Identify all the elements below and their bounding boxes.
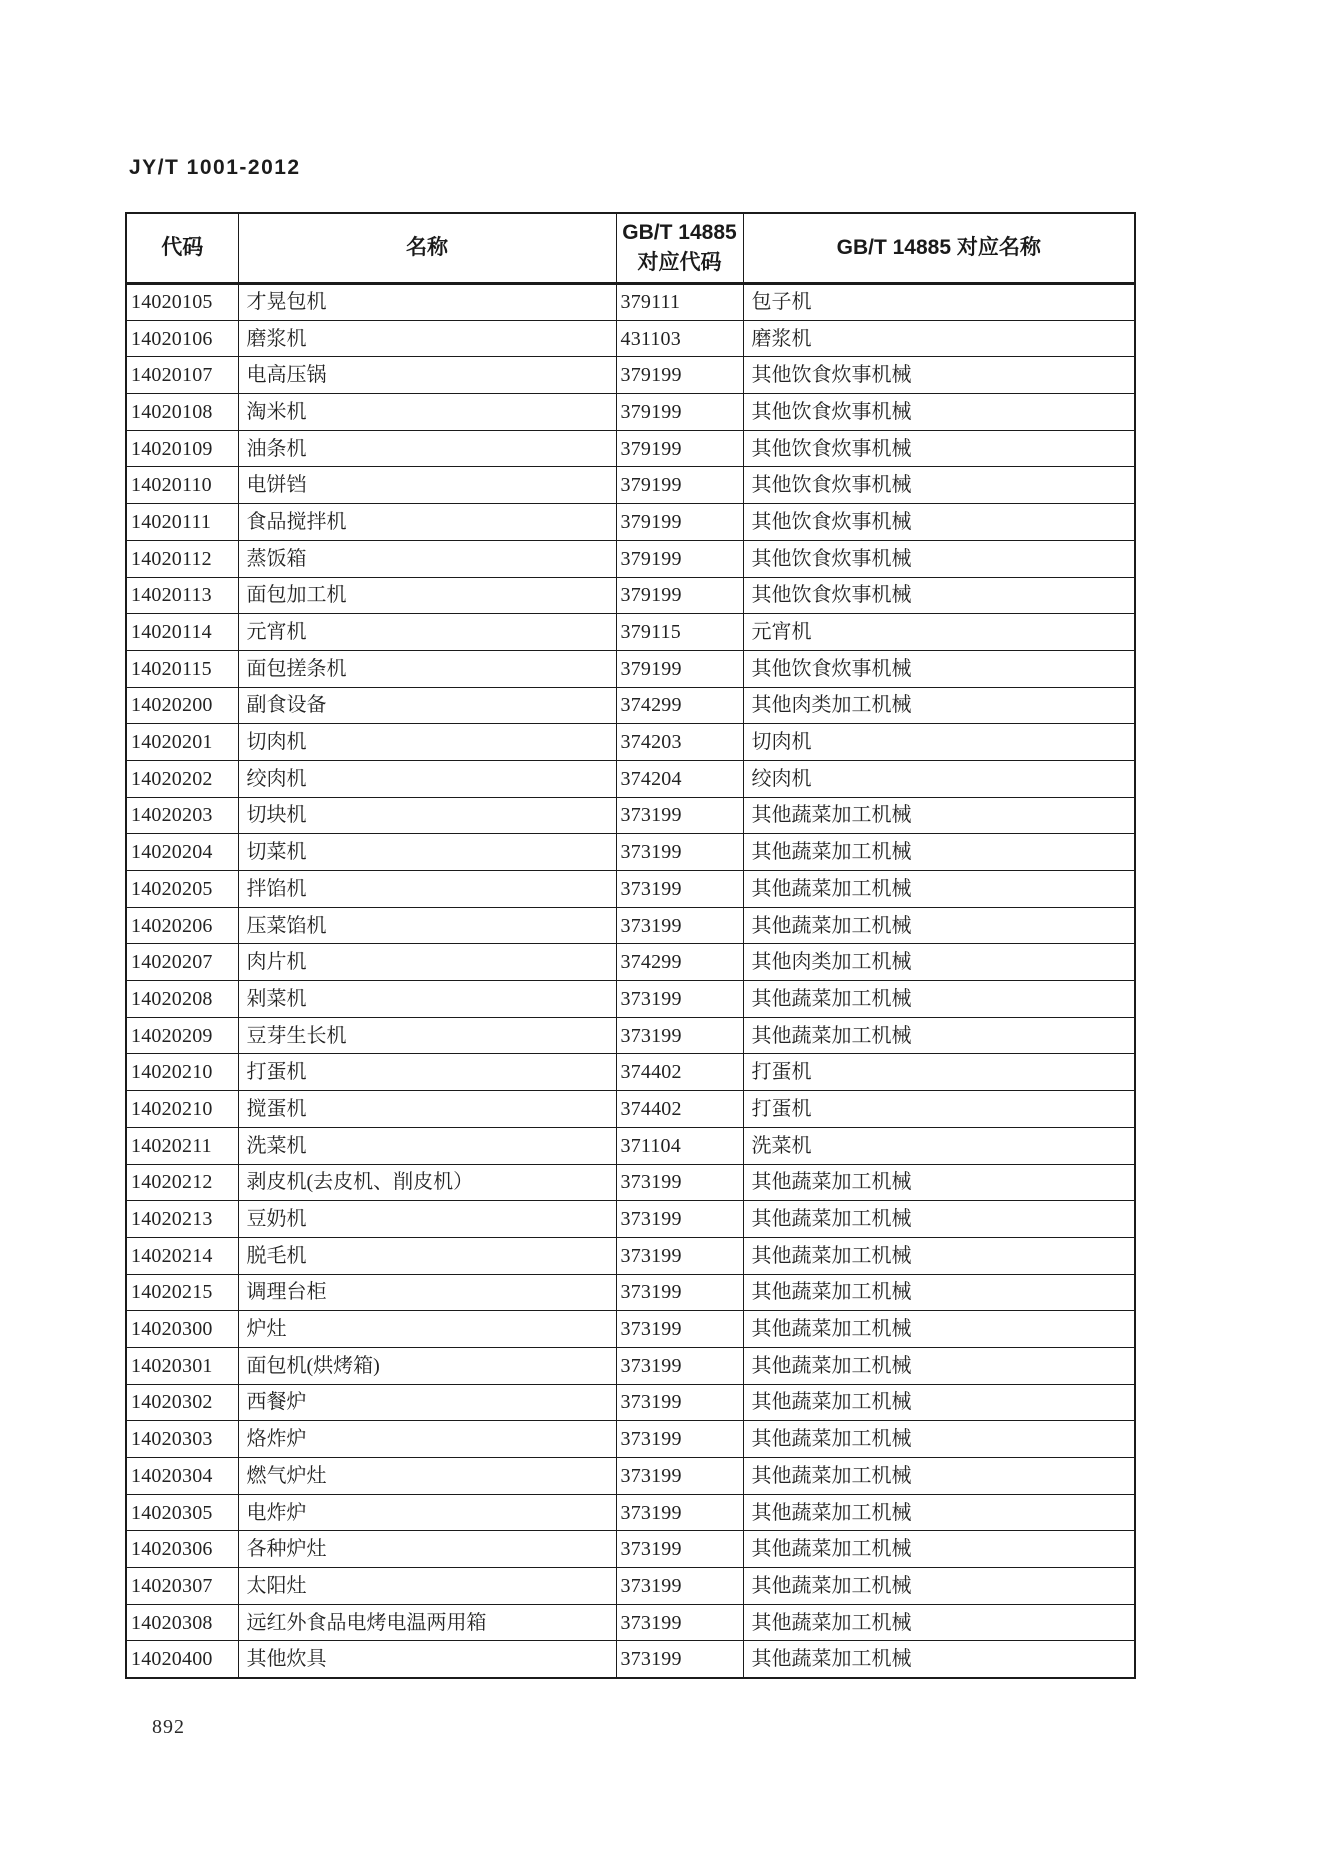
header-name	[238, 213, 616, 284]
table-row	[126, 284, 1135, 321]
cell-gbt-name: 其他蔬菜加工机械	[743, 1458, 1135, 1495]
cell-name: 豆芽生长机	[238, 1017, 616, 1054]
cell-gbt-name: 打蛋机	[743, 1054, 1135, 1091]
table-row	[126, 650, 1135, 687]
table-row	[126, 577, 1135, 614]
cell-gbt-code: 373199	[616, 871, 743, 908]
cell-gbt-code: 374402	[616, 1091, 743, 1128]
cell-name: 肉片机	[238, 944, 616, 981]
cell-gbt-name: 绞肉机	[743, 760, 1135, 797]
cell-code: 14020108	[126, 394, 238, 431]
table-row	[126, 1017, 1135, 1054]
cell-name: 燃气炉灶	[238, 1458, 616, 1495]
cell-gbt-code: 373199	[616, 1237, 743, 1274]
table-row	[126, 1127, 1135, 1164]
table-row	[126, 430, 1135, 467]
cell-gbt-name: 其他蔬菜加工机械	[743, 1347, 1135, 1384]
cell-code: 14020115	[126, 650, 238, 687]
cell-gbt-code: 373199	[616, 1641, 743, 1678]
cell-name: 切肉机	[238, 724, 616, 761]
cell-gbt-name: 其他蔬菜加工机械	[743, 834, 1135, 871]
cell-gbt-code: 373199	[616, 1421, 743, 1458]
cell-gbt-name: 打蛋机	[743, 1091, 1135, 1128]
table-row	[126, 1091, 1135, 1128]
cell-code: 14020303	[126, 1421, 238, 1458]
table-row	[126, 1384, 1135, 1421]
table-row	[126, 1641, 1135, 1678]
table-row	[126, 871, 1135, 908]
cell-gbt-code: 374203	[616, 724, 743, 761]
cell-gbt-code: 379199	[616, 577, 743, 614]
cell-code: 14020302	[126, 1384, 238, 1421]
cell-gbt-name: 其他蔬菜加工机械	[743, 1311, 1135, 1348]
cell-code: 14020307	[126, 1568, 238, 1605]
cell-name: 烙炸炉	[238, 1421, 616, 1458]
cell-code: 14020305	[126, 1494, 238, 1531]
cell-gbt-code: 373199	[616, 834, 743, 871]
cell-code: 14020114	[126, 614, 238, 651]
cell-name: 脱毛机	[238, 1237, 616, 1274]
cell-gbt-name: 其他蔬菜加工机械	[743, 1017, 1135, 1054]
cell-name: 磨浆机	[238, 320, 616, 357]
cell-gbt-code: 379199	[616, 650, 743, 687]
cell-gbt-name: 包子机	[743, 284, 1135, 321]
cell-name: 剥皮机(去皮机、削皮机）	[238, 1164, 616, 1201]
cell-name: 豆奶机	[238, 1201, 616, 1238]
header-gbt-code	[616, 213, 743, 284]
table-row	[126, 834, 1135, 871]
cell-gbt-code: 373199	[616, 1274, 743, 1311]
cell-code: 14020400	[126, 1641, 238, 1678]
cell-name: 拌馅机	[238, 871, 616, 908]
cell-code: 14020106	[126, 320, 238, 357]
cell-gbt-name: 其他蔬菜加工机械	[743, 1164, 1135, 1201]
cell-name: 搅蛋机	[238, 1091, 616, 1128]
table-row	[126, 1568, 1135, 1605]
cell-name: 太阳灶	[238, 1568, 616, 1605]
table-row	[126, 797, 1135, 834]
cell-code: 14020215	[126, 1274, 238, 1311]
cell-gbt-code: 379199	[616, 540, 743, 577]
cell-gbt-code: 379199	[616, 430, 743, 467]
cell-name: 打蛋机	[238, 1054, 616, 1091]
header-code-label: 代码	[161, 235, 204, 259]
code-mapping-table	[125, 212, 1136, 1679]
cell-gbt-code: 373199	[616, 981, 743, 1018]
cell-name: 食品搅拌机	[238, 504, 616, 541]
table-header	[126, 213, 1135, 284]
cell-name: 剁菜机	[238, 981, 616, 1018]
cell-gbt-code: 373199	[616, 1164, 743, 1201]
table-row	[126, 504, 1135, 541]
cell-gbt-name: 其他蔬菜加工机械	[743, 1274, 1135, 1311]
table-row	[126, 1054, 1135, 1091]
cell-name: 元宵机	[238, 614, 616, 651]
table-row	[126, 944, 1135, 981]
cell-name: 面包加工机	[238, 577, 616, 614]
table-row	[126, 687, 1135, 724]
cell-gbt-name: 其他蔬菜加工机械	[743, 981, 1135, 1018]
cell-name: 绞肉机	[238, 760, 616, 797]
cell-gbt-code: 374299	[616, 687, 743, 724]
cell-gbt-name: 其他蔬菜加工机械	[743, 871, 1135, 908]
cell-name: 炉灶	[238, 1311, 616, 1348]
cell-gbt-code: 373199	[616, 1531, 743, 1568]
cell-code: 14020209	[126, 1017, 238, 1054]
table-row	[126, 907, 1135, 944]
cell-name: 远红外食品电烤电温两用箱	[238, 1604, 616, 1641]
cell-gbt-name: 其他蔬菜加工机械	[743, 1237, 1135, 1274]
cell-code: 14020213	[126, 1201, 238, 1238]
table-row	[126, 320, 1135, 357]
cell-gbt-name: 其他蔬菜加工机械	[743, 1641, 1135, 1678]
table-row	[126, 1201, 1135, 1238]
cell-name: 面包搓条机	[238, 650, 616, 687]
cell-gbt-code: 373199	[616, 1458, 743, 1495]
cell-code: 14020301	[126, 1347, 238, 1384]
cell-name: 其他炊具	[238, 1641, 616, 1678]
cell-gbt-name: 其他蔬菜加工机械	[743, 907, 1135, 944]
page-number: 892	[152, 1716, 185, 1738]
table-row	[126, 614, 1135, 651]
cell-code: 14020107	[126, 357, 238, 394]
cell-gbt-name: 其他饮食炊事机械	[743, 650, 1135, 687]
cell-gbt-name: 其他蔬菜加工机械	[743, 797, 1135, 834]
header-gbt-code-line1: GB/T 14885	[622, 220, 737, 244]
table-row	[126, 357, 1135, 394]
cell-gbt-name: 其他蔬菜加工机械	[743, 1494, 1135, 1531]
cell-gbt-code: 373199	[616, 1384, 743, 1421]
cell-name: 面包机(烘烤箱)	[238, 1347, 616, 1384]
table-row	[126, 1274, 1135, 1311]
header-gbt-code-line2: 对应代码	[637, 251, 722, 274]
cell-name: 电高压锅	[238, 357, 616, 394]
cell-code: 14020112	[126, 540, 238, 577]
cell-code: 14020200	[126, 687, 238, 724]
table-row	[126, 724, 1135, 761]
header-code	[126, 213, 238, 284]
cell-gbt-name: 其他蔬菜加工机械	[743, 1384, 1135, 1421]
table-row	[126, 1164, 1135, 1201]
cell-gbt-code: 373199	[616, 1604, 743, 1641]
table-row	[126, 1311, 1135, 1348]
cell-gbt-code: 373199	[616, 1494, 743, 1531]
cell-code: 14020207	[126, 944, 238, 981]
cell-gbt-code: 373199	[616, 1017, 743, 1054]
cell-gbt-name: 其他饮食炊事机械	[743, 467, 1135, 504]
cell-gbt-name: 其他饮食炊事机械	[743, 577, 1135, 614]
header-gbt-name-label: GB/T 14885 对应名称	[836, 235, 1041, 259]
cell-gbt-code: 431103	[616, 320, 743, 357]
cell-name: 淘米机	[238, 394, 616, 431]
table-row	[126, 467, 1135, 504]
cell-gbt-name: 其他蔬菜加工机械	[743, 1531, 1135, 1568]
cell-name: 电炸炉	[238, 1494, 616, 1531]
cell-name: 切块机	[238, 797, 616, 834]
cell-gbt-name: 洗菜机	[743, 1127, 1135, 1164]
cell-name: 副食设备	[238, 687, 616, 724]
cell-code: 14020300	[126, 1311, 238, 1348]
cell-code: 14020201	[126, 724, 238, 761]
cell-code: 14020111	[126, 504, 238, 541]
cell-code: 14020205	[126, 871, 238, 908]
cell-name: 才晃包机	[238, 284, 616, 321]
cell-gbt-code: 379111	[616, 284, 743, 321]
cell-gbt-name: 其他蔬菜加工机械	[743, 1604, 1135, 1641]
cell-gbt-code: 373199	[616, 1347, 743, 1384]
cell-code: 14020109	[126, 430, 238, 467]
cell-gbt-name: 其他饮食炊事机械	[743, 540, 1135, 577]
cell-gbt-name: 其他饮食炊事机械	[743, 504, 1135, 541]
cell-code: 14020306	[126, 1531, 238, 1568]
table-row	[126, 1237, 1135, 1274]
cell-code: 14020304	[126, 1458, 238, 1495]
table-row	[126, 760, 1135, 797]
table-row	[126, 1494, 1135, 1531]
cell-gbt-name: 其他饮食炊事机械	[743, 394, 1135, 431]
cell-name: 电饼铛	[238, 467, 616, 504]
table-row	[126, 1604, 1135, 1641]
cell-gbt-code: 374402	[616, 1054, 743, 1091]
cell-name: 油条机	[238, 430, 616, 467]
cell-code: 14020202	[126, 760, 238, 797]
cell-gbt-code: 379115	[616, 614, 743, 651]
header-gbt-name	[743, 213, 1135, 284]
cell-code: 14020308	[126, 1604, 238, 1641]
cell-code: 14020206	[126, 907, 238, 944]
table-row	[126, 1421, 1135, 1458]
cell-gbt-name: 元宵机	[743, 614, 1135, 651]
cell-gbt-code: 379199	[616, 504, 743, 541]
cell-code: 14020210	[126, 1054, 238, 1091]
cell-gbt-name: 磨浆机	[743, 320, 1135, 357]
cell-code: 14020203	[126, 797, 238, 834]
cell-gbt-code: 379199	[616, 394, 743, 431]
header-name-label: 名称	[406, 235, 448, 259]
cell-gbt-name: 切肉机	[743, 724, 1135, 761]
cell-code: 14020204	[126, 834, 238, 871]
table-row	[126, 1347, 1135, 1384]
cell-name: 调理台柜	[238, 1274, 616, 1311]
standard-code-title: JY/T 1001-2012	[129, 156, 301, 179]
table-row	[126, 1531, 1135, 1568]
table-body	[126, 284, 1135, 1678]
cell-gbt-code: 373199	[616, 1201, 743, 1238]
table-row	[126, 540, 1135, 577]
cell-gbt-name: 其他肉类加工机械	[743, 687, 1135, 724]
cell-gbt-code: 374204	[616, 760, 743, 797]
cell-code: 14020214	[126, 1237, 238, 1274]
cell-name: 洗菜机	[238, 1127, 616, 1164]
cell-code: 14020208	[126, 981, 238, 1018]
cell-gbt-code: 373199	[616, 907, 743, 944]
table-row	[126, 394, 1135, 431]
cell-name: 压菜馅机	[238, 907, 616, 944]
cell-code: 14020105	[126, 284, 238, 321]
cell-gbt-name: 其他蔬菜加工机械	[743, 1421, 1135, 1458]
cell-name: 西餐炉	[238, 1384, 616, 1421]
table-row	[126, 981, 1135, 1018]
cell-gbt-code: 379199	[616, 357, 743, 394]
cell-code: 14020210	[126, 1091, 238, 1128]
cell-gbt-code: 374299	[616, 944, 743, 981]
cell-gbt-name: 其他蔬菜加工机械	[743, 1201, 1135, 1238]
cell-gbt-name: 其他肉类加工机械	[743, 944, 1135, 981]
cell-code: 14020212	[126, 1164, 238, 1201]
cell-gbt-name: 其他蔬菜加工机械	[743, 1568, 1135, 1605]
cell-gbt-code: 373199	[616, 1568, 743, 1605]
cell-gbt-code: 373199	[616, 1311, 743, 1348]
cell-gbt-code: 379199	[616, 467, 743, 504]
cell-name: 切菜机	[238, 834, 616, 871]
cell-code: 14020110	[126, 467, 238, 504]
cell-gbt-code: 371104	[616, 1127, 743, 1164]
cell-gbt-name: 其他饮食炊事机械	[743, 430, 1135, 467]
cell-name: 蒸饭箱	[238, 540, 616, 577]
cell-gbt-name: 其他饮食炊事机械	[743, 357, 1135, 394]
table-row	[126, 1458, 1135, 1495]
cell-gbt-code: 373199	[616, 797, 743, 834]
cell-code: 14020113	[126, 577, 238, 614]
cell-code: 14020211	[126, 1127, 238, 1164]
cell-name: 各种炉灶	[238, 1531, 616, 1568]
